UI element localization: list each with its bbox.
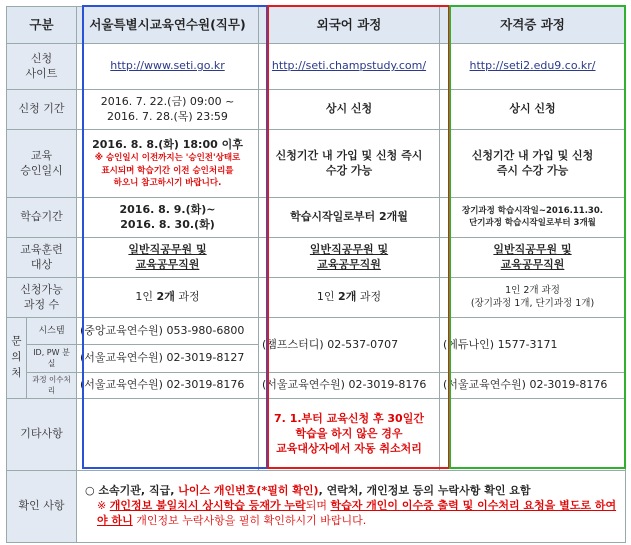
count-language-bold: 2개 (338, 290, 357, 304)
misc-row (7, 399, 626, 471)
site-link-language[interactable] (259, 44, 440, 90)
count-seoul-post: 과정 (174, 290, 200, 304)
study-certificate: 장기과정 학습시작일~2016.11.30. 단기과정 학습시작일로부터 3개월 (440, 198, 626, 238)
count-certificate: 1인 2개 과정 (장기과정 1개, 단기과정 1개) (440, 278, 626, 318)
approval-seoul (77, 130, 259, 198)
approval-label: 교육 승인일시 (7, 130, 77, 198)
study-seoul: 2016. 8. 9.(화)~ 2016. 8. 30.(화) (77, 198, 259, 238)
inquiry-label: 문 의 처 (7, 318, 27, 399)
period-certificate: 상시 신청 (440, 90, 626, 130)
site-link-seoul-text[interactable]: http://www.seti.go.kr (110, 59, 225, 73)
inquiry-course-label: 과정 이수처리 (27, 373, 77, 399)
site-label: 신청 사이트 (7, 44, 77, 90)
study-row (7, 198, 626, 238)
period-seoul: 2016. 7. 22.(금) 09:00 ~ 2016. 7. 28.(목) 23:59 (77, 90, 259, 130)
confirm-content (77, 471, 626, 543)
approval-seoul-note: ※ 승인일시 이전까지는 '승인전'상태로 표시되며 학습기간 이전 승인처리를 하오니 참고하시기 바랍니다. (94, 153, 241, 189)
inquiry-system-row (7, 318, 626, 345)
confirm-line-2-b: 개인정보 불일치시 상시학습 등재가 누락 (109, 499, 306, 513)
confirm-line-2-c: 되며 (305, 499, 331, 513)
header-certificate-course: 자격증 과정 (440, 7, 626, 44)
approval-certificate: 신청기간 내 가입 및 신청 즉시 수강 가능 (440, 130, 626, 198)
approval-seoul-main: 2016. 8. 8.(화) 18:00 이후 (92, 137, 243, 151)
site-link-seoul[interactable] (77, 44, 259, 90)
confirm-label: 확인 사항 (7, 471, 77, 543)
misc-certificate (440, 399, 626, 471)
approval-row (7, 130, 626, 198)
site-link-certificate-text[interactable]: http://seti2.edu9.co.kr/ (469, 59, 596, 73)
count-seoul-bold: 2개 (156, 290, 175, 304)
count-seoul-pre: 1인 (135, 290, 157, 304)
study-label: 학습기간 (7, 198, 77, 238)
confirm-row (7, 471, 626, 543)
confirm-line-2 (85, 499, 622, 529)
count-language-pre: 1인 (316, 290, 339, 304)
header-seoul-institute: 서울특별시교육연수원(직무) (77, 7, 259, 44)
study-language: 학습시작일로부터 2개월 (259, 198, 440, 238)
confirm-line-1 (85, 484, 622, 499)
approval-language: 신청기간 내 가입 및 신청 즉시 수강 가능 (259, 130, 440, 198)
target-language: 일반직공무원 및 교육공무직원 (259, 238, 440, 278)
misc-label: 기타사항 (7, 399, 77, 471)
inquiry-system-language: (챔프스터디) 02-537-0707 (259, 318, 440, 373)
inquiry-course-seoul: (서울교육연수원) 02-3019-8176 (77, 373, 259, 399)
period-row (7, 90, 626, 130)
inquiry-system-certificate: (에듀나인) 1577-3171 (440, 318, 626, 373)
target-seoul: 일반직공무원 및 교육공무직원 (77, 238, 259, 278)
misc-seoul (77, 399, 259, 471)
target-label: 교육훈련 대상 (7, 238, 77, 278)
target-row (7, 238, 626, 278)
confirm-line-2-d: 학습자 개인이 이수증 출력 및 이수처리 요청을 별도로 하여야 하니 (97, 499, 617, 527)
confirm-line-1-c: , 연락처, 개인정보 등의 누락사항 확인 요함 (318, 484, 531, 498)
header-row (7, 7, 626, 44)
course-application-table (6, 6, 626, 543)
count-language (259, 278, 440, 318)
site-link-certificate[interactable] (440, 44, 626, 90)
header-language-course: 외국어 과정 (259, 7, 440, 44)
count-label: 신청가능 과정 수 (7, 278, 77, 318)
confirm-line-2-a: ※ (97, 499, 110, 513)
period-language: 상시 신청 (259, 90, 440, 130)
confirm-line-1-a: ○ 소속기관, 직급, (85, 484, 179, 498)
header-category: 구분 (7, 7, 77, 44)
misc-language: 7. 1.부터 교육신청 후 30일간 학습을 하지 않은 경우 교육대상자에서 자동 취소처리 (259, 399, 440, 471)
inquiry-system-seoul: (중앙교육연수원) 053-980-6800 (77, 318, 259, 345)
target-certificate: 일반직공무원 및 교육공무직원 (440, 238, 626, 278)
inquiry-course-certificate: (서울교육연수원) 02-3019-8176 (440, 373, 626, 399)
inquiry-idpw-label: ID, PW 분실 (27, 345, 77, 373)
inquiry-course-row (7, 373, 626, 399)
inquiry-idpw-seoul: (서울교육연수원) 02-3019-8127 (77, 345, 259, 373)
confirm-line-1-b: 나이스 개인번호(*필히 확인) (178, 484, 319, 498)
period-label: 신청 기간 (7, 90, 77, 130)
count-seoul (77, 278, 259, 318)
count-language-post: 과정 (356, 290, 382, 304)
site-link-language-text[interactable]: http://seti.champstudy.com/ (271, 59, 427, 73)
inquiry-system-label: 시스템 (27, 318, 77, 345)
count-row (7, 278, 626, 318)
inquiry-course-language: (서울교육연수원) 02-3019-8176 (259, 373, 440, 399)
site-row (7, 44, 626, 90)
confirm-line-2-e: 개인정보 누락사항을 필히 확인하시기 바랍니다. (132, 513, 367, 527)
